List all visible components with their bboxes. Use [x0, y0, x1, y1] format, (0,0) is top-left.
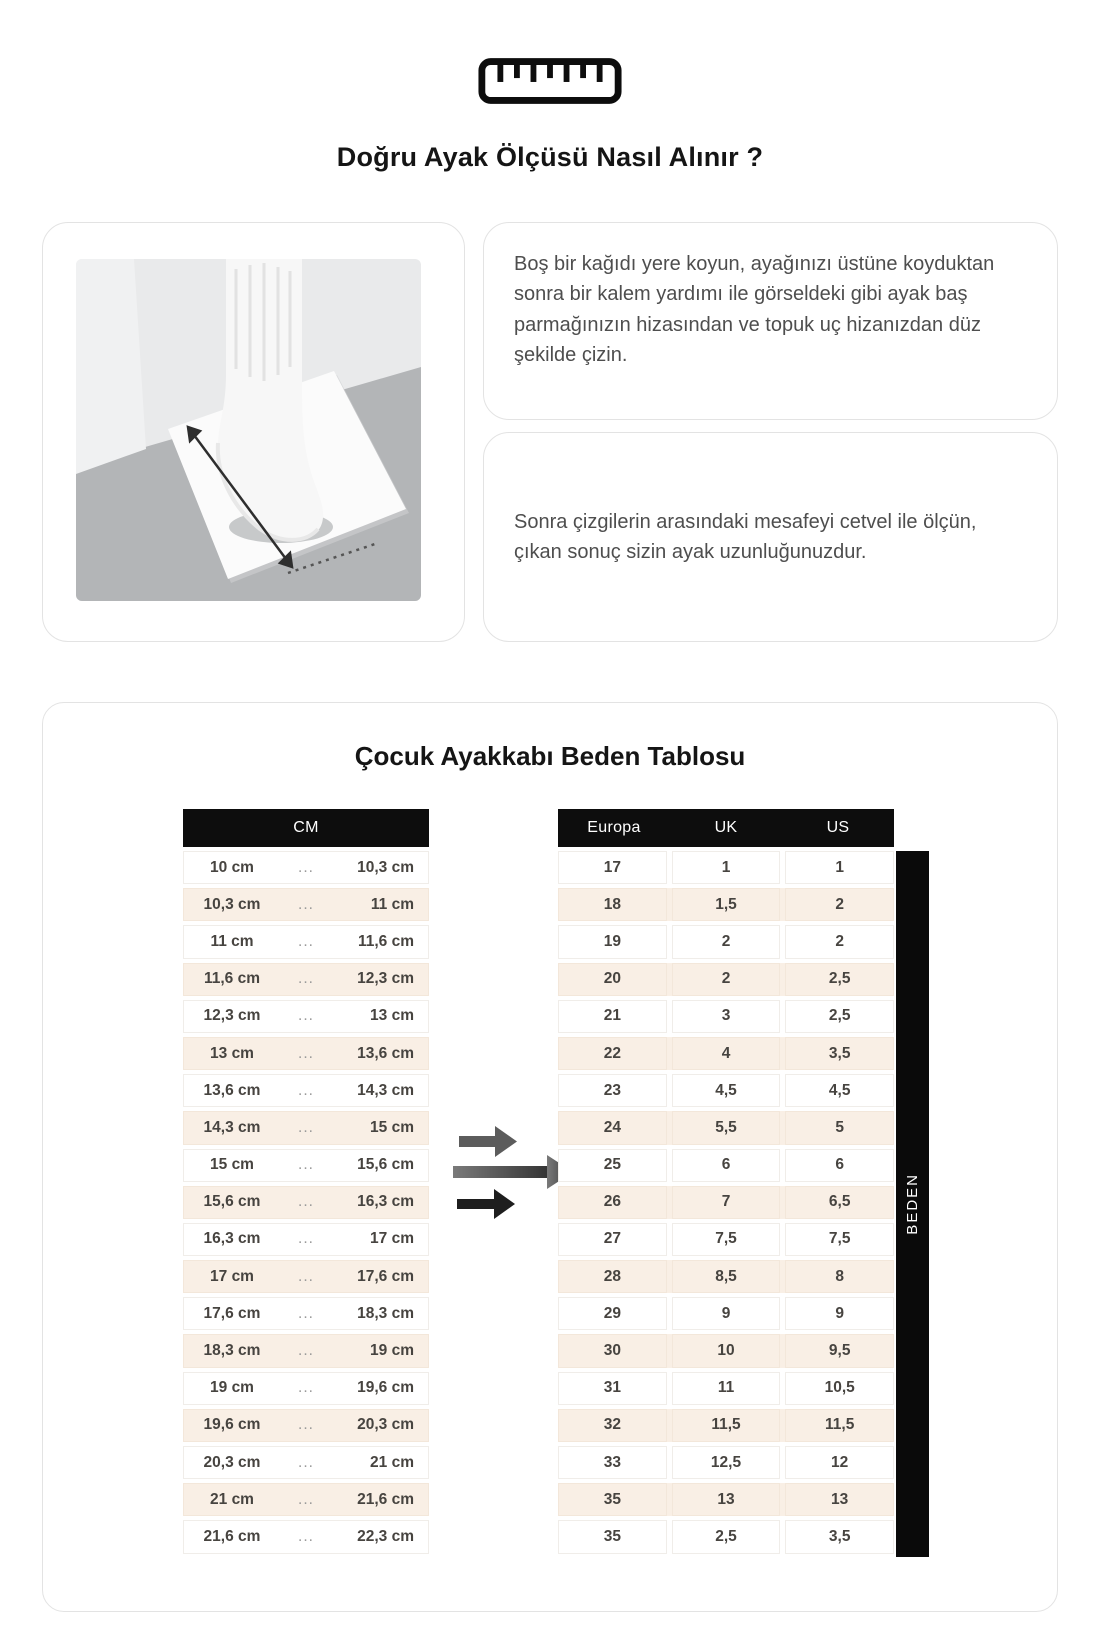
us-size-cell: 8 [785, 1260, 894, 1293]
cm-range-table [183, 809, 429, 1554]
cm-to-value: 17,6 cm [357, 1267, 414, 1285]
shoe-size-row [558, 1483, 894, 1516]
cm-to-value: 19,6 cm [357, 1379, 414, 1397]
cm-from-value: 20,3 cm [203, 1453, 261, 1471]
cm-to-value: 16,3 cm [357, 1193, 414, 1211]
cm-from-value: 10 cm [210, 858, 254, 876]
cm-range-row [183, 851, 429, 884]
europa-size-cell: 23 [558, 1074, 667, 1107]
uk-size-cell: 7,5 [672, 1223, 781, 1256]
shoe-size-table [558, 809, 894, 1554]
us-size-cell: 5 [785, 1111, 894, 1144]
cm-range-row [183, 963, 429, 996]
cm-to-value: 11 cm [370, 895, 414, 913]
europa-size-cell: 31 [558, 1372, 667, 1405]
cm-range-row [183, 1074, 429, 1107]
us-size-cell: 4,5 [785, 1074, 894, 1107]
us-size-cell: 3,5 [785, 1520, 894, 1553]
uk-size-cell: 4 [672, 1037, 781, 1070]
cm-range-row [183, 1000, 429, 1033]
europa-size-cell: 35 [558, 1483, 667, 1516]
cm-from-value: 12,3 cm [203, 1007, 261, 1025]
cm-range-row [183, 1483, 429, 1516]
measurement-photo-card [42, 222, 465, 642]
cm-to-value: 13,6 cm [357, 1044, 414, 1062]
shoe-size-row [558, 1260, 894, 1293]
cm-from-value: 10,3 cm [203, 895, 261, 913]
cm-range-row [183, 1149, 429, 1182]
us-size-cell: 6 [785, 1149, 894, 1182]
europa-size-cell: 19 [558, 925, 667, 958]
cm-range-row [183, 1223, 429, 1256]
shoe-size-row [558, 1223, 894, 1256]
shoe-size-row [558, 1520, 894, 1553]
cm-range-row [183, 1111, 429, 1144]
cm-range-row [183, 1297, 429, 1330]
europa-size-cell: 30 [558, 1334, 667, 1367]
cm-from-value: 17,6 cm [203, 1304, 261, 1322]
instruction-step2-card [483, 432, 1058, 642]
cm-from-value: 15 cm [210, 1156, 254, 1174]
size-chart-title: Çocuk Ayakkabı Beden Tablosu [354, 741, 746, 771]
europa-size-cell: 27 [558, 1223, 667, 1256]
europa-size-cell: 35 [558, 1520, 667, 1553]
shoe-size-row [558, 1149, 894, 1182]
cm-to-value: 17 cm [370, 1230, 414, 1248]
cm-to-value: 21 cm [370, 1453, 414, 1471]
us-size-cell: 9 [785, 1297, 894, 1330]
europa-size-cell: 18 [558, 888, 667, 921]
shoe-size-row [558, 888, 894, 921]
cm-range-row [183, 1409, 429, 1442]
cm-to-value: 18,3 cm [357, 1304, 414, 1322]
uk-size-cell: 3 [672, 1000, 781, 1033]
foot-measurement-image [76, 259, 421, 601]
cm-range-row [183, 1037, 429, 1070]
cm-to-value: 10,3 cm [357, 858, 414, 876]
cm-to-value: 19 cm [370, 1342, 414, 1360]
cm-from-value: 11,6 cm [203, 970, 261, 988]
cm-from-value: 19,6 cm [203, 1416, 261, 1434]
range-separator: ... [298, 1267, 314, 1285]
uk-size-cell: 4,5 [672, 1074, 781, 1107]
us-size-cell: 3,5 [785, 1037, 894, 1070]
uk-size-cell: 5,5 [672, 1111, 781, 1144]
europa-size-cell: 21 [558, 1000, 667, 1033]
uk-size-cell: 11,5 [672, 1409, 781, 1442]
cm-to-value: 21,6 cm [357, 1490, 414, 1508]
range-separator: ... [298, 858, 314, 876]
europa-size-cell: 20 [558, 963, 667, 996]
cm-range-row [183, 1520, 429, 1553]
uk-size-cell: 7 [672, 1186, 781, 1219]
europa-size-cell: 22 [558, 1037, 667, 1070]
range-separator: ... [298, 970, 314, 988]
instruction-step2-text: Sonra çizgilerin arasındaki mesafeyi cetvel ile ölçün, çıkan sonuç sizin ayak uzunluğunuzdur. [514, 510, 977, 563]
instruction-step1-text: Boş bir kağıdı yere koyun, ayağınızı üstüne koyduktan sonra bir kalem yardımı ile görseldeki gibi ayak baş parmağınızın hizasından ve topuk uç hizanızdan düz şekilde çizin. [514, 253, 995, 367]
us-size-cell: 2 [785, 888, 894, 921]
shoe-size-row [558, 1000, 894, 1033]
size-table-header [558, 809, 894, 847]
range-separator: ... [298, 1081, 314, 1099]
europa-size-cell: 32 [558, 1409, 667, 1442]
uk-size-cell: 8,5 [672, 1260, 781, 1293]
uk-size-cell: 1 [672, 851, 781, 884]
cm-range-row [183, 1372, 429, 1405]
shoe-size-row [558, 1297, 894, 1330]
range-separator: ... [298, 1342, 314, 1360]
cm-range-row [183, 888, 429, 921]
us-size-cell: 13 [785, 1483, 894, 1516]
cm-from-value: 15,6 cm [203, 1193, 261, 1211]
shoe-size-row [558, 1409, 894, 1442]
cm-from-value: 13,6 cm [203, 1081, 261, 1099]
shoe-size-row [558, 1372, 894, 1405]
cm-from-value: 21 cm [210, 1490, 254, 1508]
shoe-size-row [558, 1111, 894, 1144]
cm-range-row [183, 1260, 429, 1293]
shoe-size-row [558, 1334, 894, 1367]
europa-size-cell: 17 [558, 851, 667, 884]
range-separator: ... [298, 1230, 314, 1248]
ruler-icon [0, 56, 1100, 106]
europa-size-cell: 33 [558, 1446, 667, 1479]
range-separator: ... [298, 1304, 314, 1322]
europa-size-cell: 24 [558, 1111, 667, 1144]
shoe-size-row [558, 1037, 894, 1070]
uk-size-cell: 10 [672, 1334, 781, 1367]
us-size-cell: 1 [785, 851, 894, 884]
range-separator: ... [298, 1007, 314, 1025]
us-size-cell: 6,5 [785, 1186, 894, 1219]
cm-to-value: 14,3 cm [357, 1081, 414, 1099]
instruction-step1-card [483, 222, 1058, 420]
uk-size-cell: 2 [672, 963, 781, 996]
shoe-size-row [558, 1446, 894, 1479]
cm-from-value: 13 cm [210, 1044, 254, 1062]
uk-size-cell: 1,5 [672, 888, 781, 921]
size-table-header-us: US [826, 819, 850, 836]
shoe-size-row [558, 851, 894, 884]
size-chart-card [42, 702, 1058, 1612]
uk-size-cell: 6 [672, 1149, 781, 1182]
cm-to-value: 15 cm [370, 1118, 414, 1136]
europa-size-cell: 26 [558, 1186, 667, 1219]
page-title: Doğru Ayak Ölçüsü Nasıl Alınır ? [336, 142, 764, 172]
us-size-cell: 10,5 [785, 1372, 894, 1405]
cm-to-value: 20,3 cm [357, 1416, 414, 1434]
cm-to-value: 13 cm [370, 1007, 414, 1025]
cm-from-value: 14,3 cm [203, 1118, 261, 1136]
cm-from-value: 19 cm [210, 1379, 254, 1397]
range-separator: ... [298, 1490, 314, 1508]
size-table-header-europa: Europa [587, 819, 641, 836]
cm-from-value: 11 cm [210, 932, 254, 950]
size-table-header-uk: UK [714, 819, 738, 836]
cm-to-value: 15,6 cm [357, 1156, 414, 1174]
range-separator: ... [298, 1527, 314, 1545]
shoe-size-row [558, 1186, 894, 1219]
range-separator: ... [298, 1156, 314, 1174]
cm-from-value: 17 cm [210, 1267, 254, 1285]
uk-size-cell: 11 [672, 1372, 781, 1405]
cm-to-value: 12,3 cm [357, 970, 414, 988]
cm-from-value: 18,3 cm [203, 1342, 261, 1360]
us-size-cell: 9,5 [785, 1334, 894, 1367]
range-separator: ... [298, 1453, 314, 1471]
uk-size-cell: 2 [672, 925, 781, 958]
range-separator: ... [298, 1044, 314, 1062]
range-separator: ... [298, 932, 314, 950]
cm-range-row [183, 1334, 429, 1367]
cm-to-value: 22,3 cm [357, 1527, 414, 1545]
uk-size-cell: 9 [672, 1297, 781, 1330]
cm-range-row [183, 1446, 429, 1479]
range-separator: ... [298, 1379, 314, 1397]
uk-size-cell: 13 [672, 1483, 781, 1516]
us-size-cell: 12 [785, 1446, 894, 1479]
range-separator: ... [298, 895, 314, 913]
size-table-rows [558, 851, 894, 1554]
uk-size-cell: 12,5 [672, 1446, 781, 1479]
us-size-cell: 7,5 [785, 1223, 894, 1256]
beden-label: BEDEN [904, 1173, 921, 1235]
range-separator: ... [298, 1193, 314, 1211]
europa-size-cell: 25 [558, 1149, 667, 1182]
range-separator: ... [298, 1416, 314, 1434]
range-separator: ... [298, 1118, 314, 1136]
europa-size-cell: 28 [558, 1260, 667, 1293]
us-size-cell: 2,5 [785, 1000, 894, 1033]
cm-range-row [183, 1186, 429, 1219]
europa-size-cell: 29 [558, 1297, 667, 1330]
us-size-cell: 2 [785, 925, 894, 958]
shoe-size-row [558, 1074, 894, 1107]
cm-from-value: 21,6 cm [203, 1527, 261, 1545]
uk-size-cell: 2,5 [672, 1520, 781, 1553]
cm-from-value: 16,3 cm [203, 1230, 261, 1248]
cm-range-row [183, 925, 429, 958]
shoe-size-row [558, 925, 894, 958]
cm-table-header: CM [183, 809, 429, 847]
us-size-cell: 11,5 [785, 1409, 894, 1442]
cm-to-value: 11,6 cm [357, 932, 414, 950]
cm-table-rows [183, 851, 429, 1554]
beden-side-bar [896, 851, 929, 1557]
us-size-cell: 2,5 [785, 963, 894, 996]
shoe-size-row [558, 963, 894, 996]
